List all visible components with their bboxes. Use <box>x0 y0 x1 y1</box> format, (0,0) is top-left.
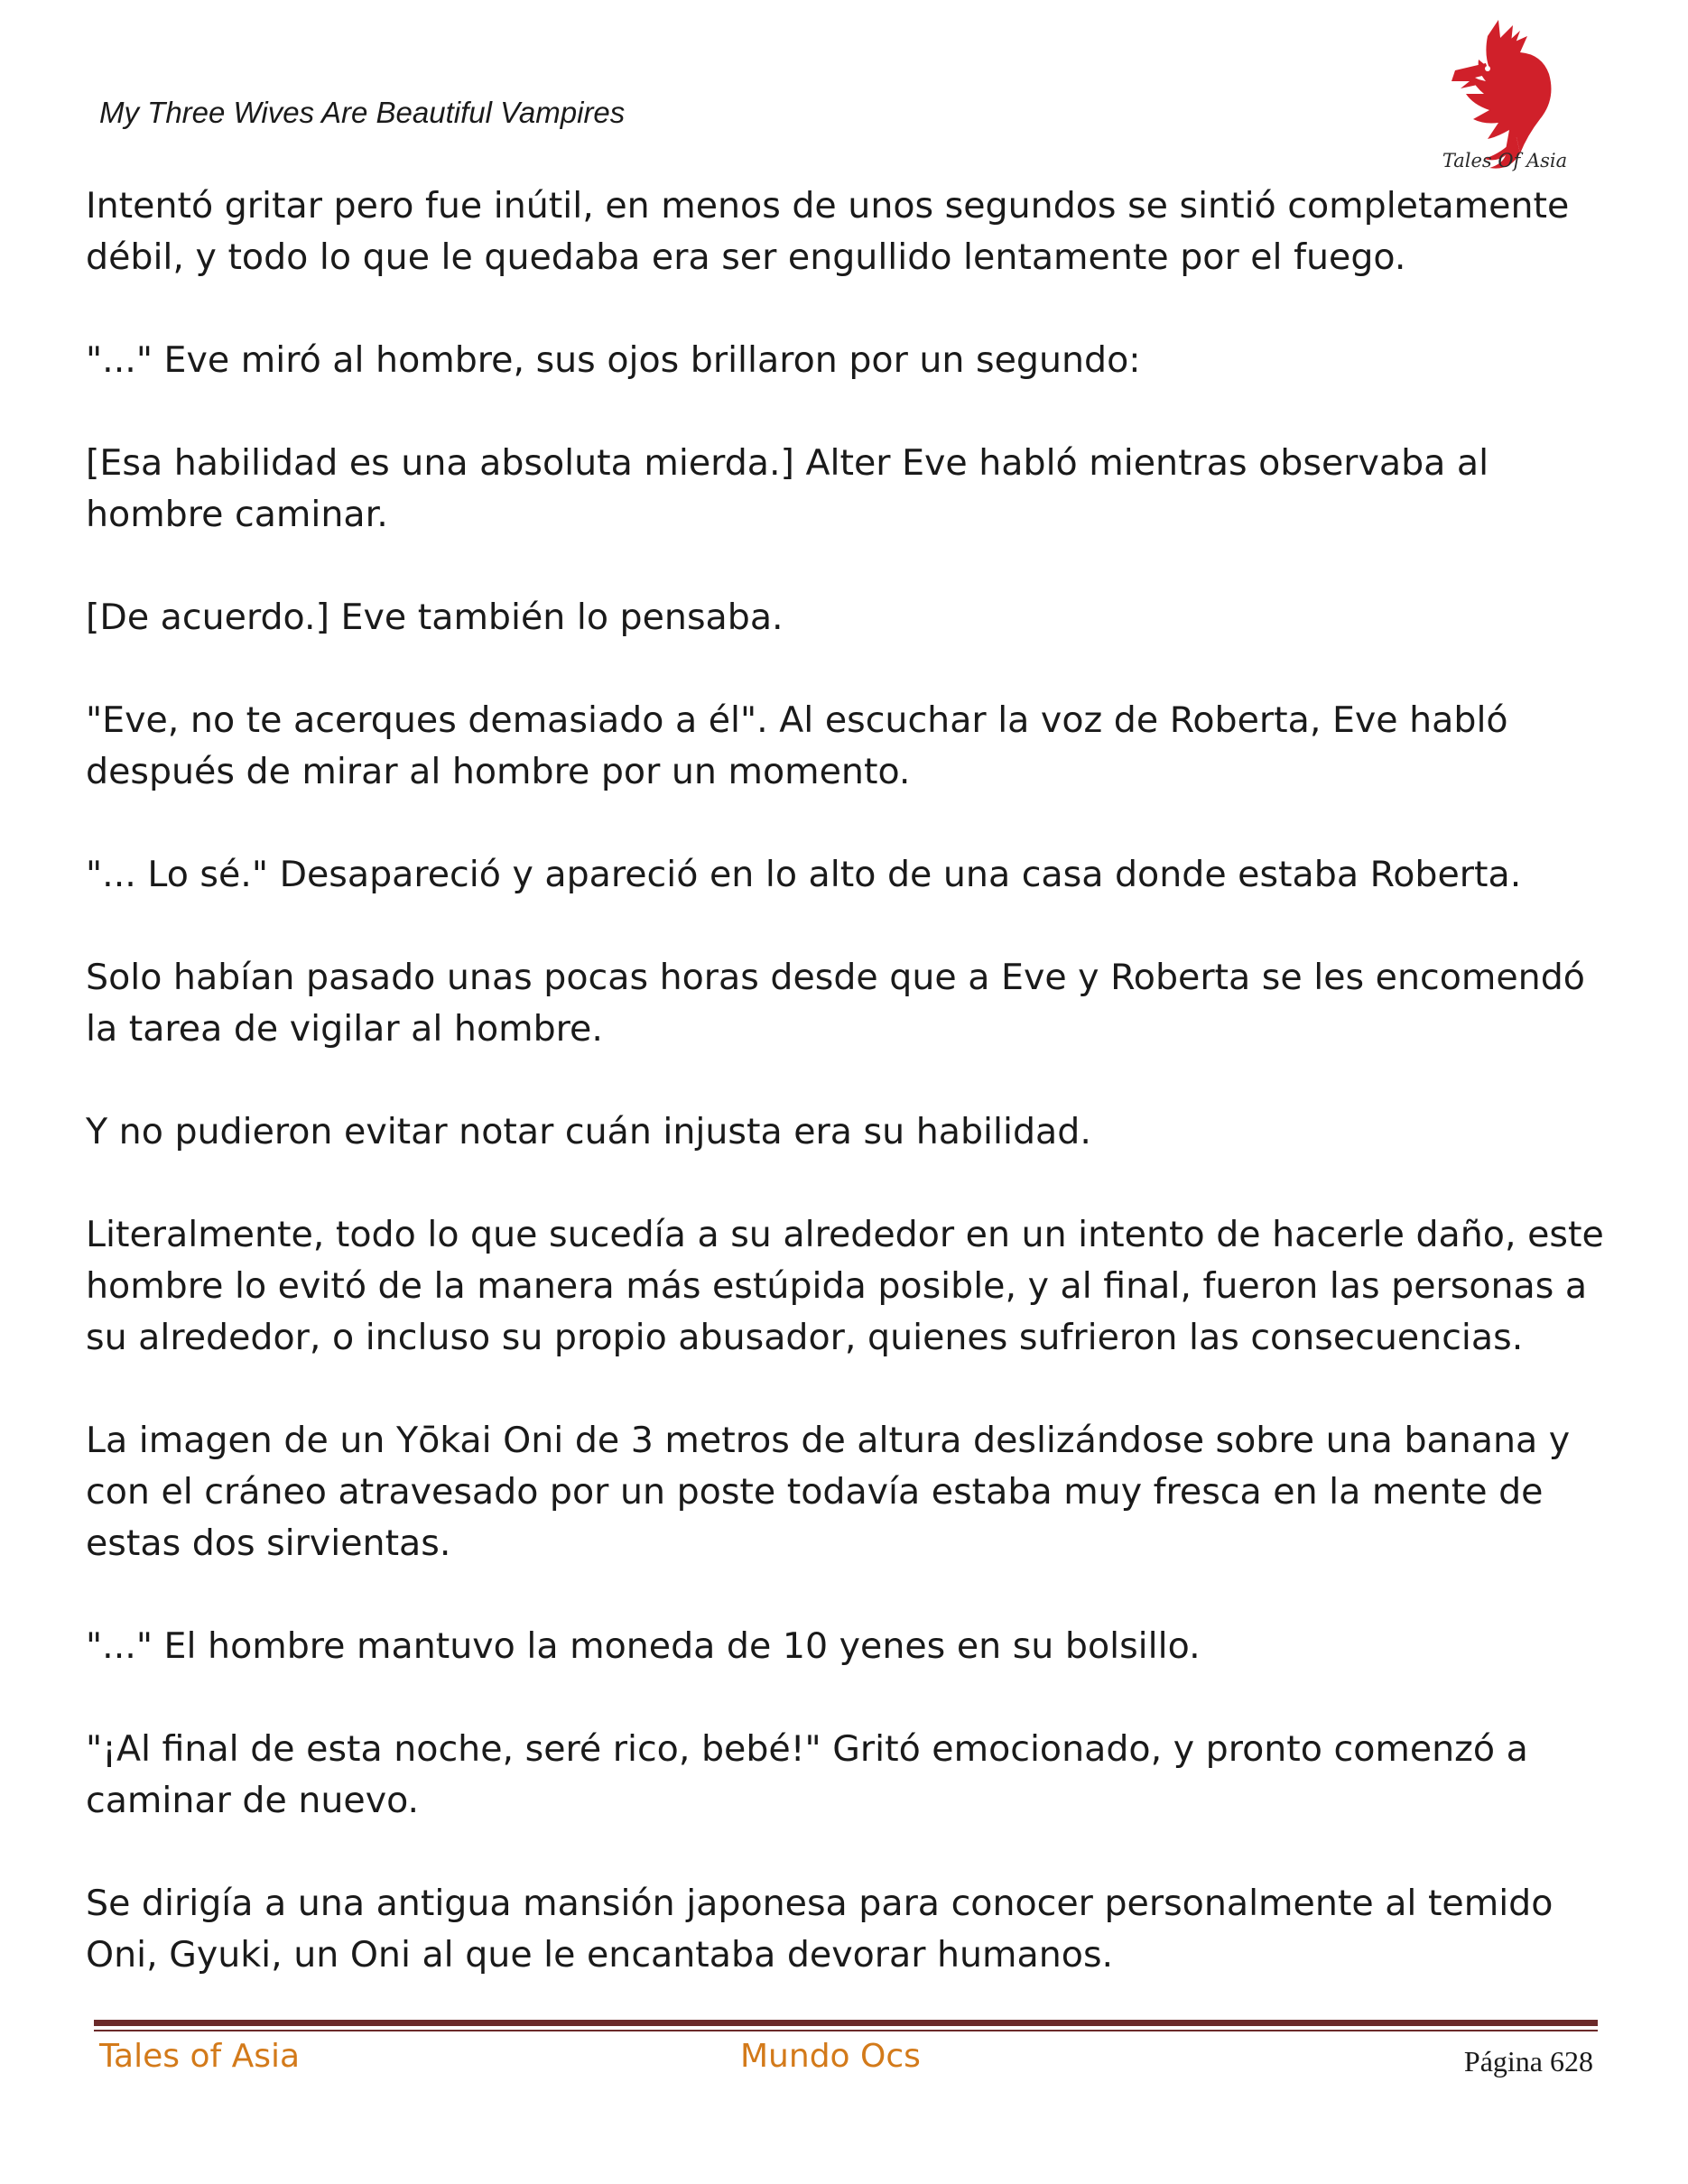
paragraph: Intentó gritar pero fue inútil, en menos de unos segundos se sintió completamente débil, y todo lo que le quedaba era ser engullido lentamente por el fuego. <box>86 185 1570 278</box>
paragraph: [Esa habilidad es una absoluta mierda.] Alter Eve habló mientras observaba al hombre caminar. <box>86 442 1489 535</box>
footer-divider-thin <box>94 2030 1598 2031</box>
paragraph: "¡Al final de esta noche, seré rico, bebé!" Gritó emocionado, y pronto comenzó a caminar de nuevo. <box>86 1728 1528 1821</box>
paragraph: "..." Eve miró al hombre, sus ojos brillaron por un segundo: <box>86 339 1141 381</box>
page-number: Página 628 <box>1463 2045 1593 2078</box>
paragraph: "... Lo sé." Desapareció y apareció en lo alto de una casa donde estaba Roberta. <box>86 854 1522 895</box>
paragraph: Literalmente, todo lo que sucedía a su alrededor en un intento de hacerle daño, este hombre lo evitó de la manera más estúpida posible, y al final, fueron las personas a su alrededor, o incluso su propio abusador, quienes sufrieron las consecuencias. <box>86 1214 1604 1358</box>
book-title: My Three Wives Are Beautiful Vampires <box>99 96 626 129</box>
footer-publisher: Tales of Asia <box>99 2038 301 2075</box>
footer-divider <box>94 2020 1598 2026</box>
paragraph: [De acuerdo.] Eve también lo pensaba. <box>86 597 784 638</box>
paragraph: "..." El hombre mantuvo la moneda de 10 yenes en su bolsillo. <box>86 1625 1201 1667</box>
paragraph: Solo habían pasado unas pocas horas desde que a Eve y Roberta se les encomendó la tarea de vigilar al hombre. <box>86 957 1585 1050</box>
paragraph: La imagen de un Yōkai Oni de 3 metros de altura deslizándose sobre una banana y con el cráneo atravesado por un poste todavía estaba muy fresca en la mente de estas dos sirvientas. <box>86 1420 1571 1564</box>
logo-caption: Tales Of Asia <box>1442 150 1568 171</box>
chapter-body <box>86 180 1620 1981</box>
footer-section: Mundo Ocs <box>740 2038 921 2075</box>
paragraph: Y no pudieron evitar notar cuán injusta era su habilidad. <box>86 1111 1091 1152</box>
paragraph: "Eve, no te acerques demasiado a él". Al escuchar la voz de Roberta, Eve habló después de mirar al hombre por un momento. <box>86 699 1508 792</box>
paragraph: Se dirigía a una antigua mansión japonesa para conocer personalmente al temido Oni, Gyuki, un Oni al que le encantaba devorar humanos. <box>86 1883 1554 1976</box>
